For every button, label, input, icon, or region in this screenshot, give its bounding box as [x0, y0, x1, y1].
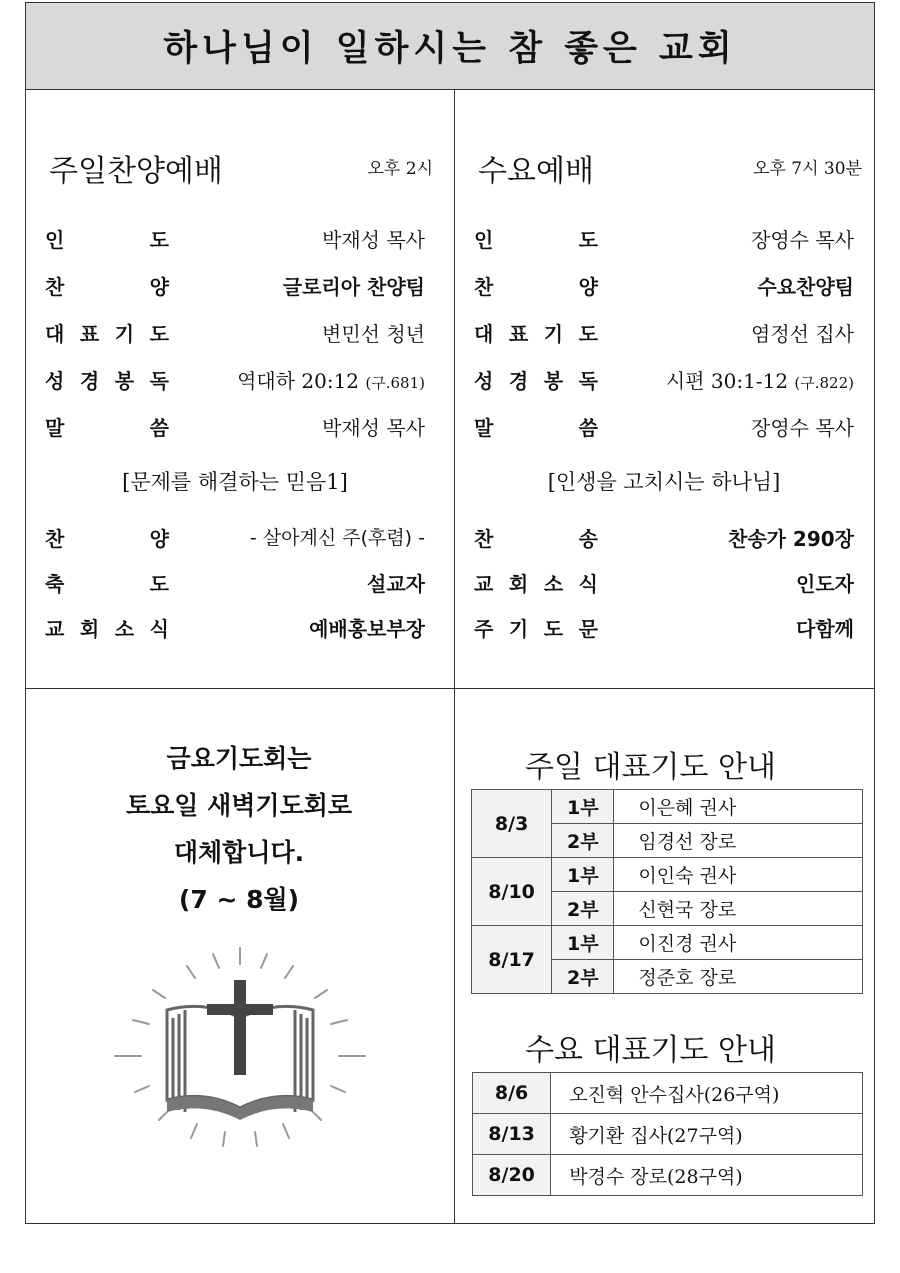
order-label — [474, 568, 598, 597]
order-value — [250, 523, 425, 550]
order-label-char: 기 — [508, 617, 529, 641]
order-label — [474, 523, 598, 552]
order-value-text: 장영수 목사 — [751, 416, 854, 440]
prayer-leader: 이인숙 권사 — [614, 858, 863, 892]
order-label-char: 봉 — [114, 369, 135, 393]
sunday-order-row — [45, 318, 425, 352]
sunday-order-row — [45, 523, 425, 557]
order-value-text: - 살아계신 주(후렴) - — [249, 527, 425, 549]
service-part: 1부 — [552, 858, 614, 892]
order-label-char: 대 — [474, 322, 494, 346]
bible-cross-icon — [95, 940, 385, 1150]
sunday-service-time: 오후 2시 — [367, 159, 433, 179]
order-label-char: 식 — [149, 617, 169, 641]
order-label-char: 회 — [508, 572, 529, 596]
order-value-text: 역대하 20:12 — [237, 369, 360, 393]
table-row — [473, 1114, 863, 1155]
table-row — [472, 926, 863, 960]
prayer-date: 8/10 — [472, 858, 552, 926]
order-value-text: 박재성 목사 — [322, 228, 425, 252]
prayer-leader: 신현국 장로 — [614, 892, 863, 926]
order-label-char: 대 — [45, 322, 65, 346]
order-label-char: 회 — [79, 617, 100, 641]
order-value-text: 설교자 — [367, 572, 425, 596]
service-part: 2부 — [552, 892, 614, 926]
prayer-leader: 임경선 장로 — [614, 824, 863, 858]
prayer-leader: 정준호 장로 — [614, 960, 863, 994]
order-label-char: 표 — [508, 322, 529, 346]
sunday-order-row — [45, 271, 425, 305]
wednesday-order-row — [474, 271, 854, 305]
order-label — [474, 224, 598, 253]
prayer-date: 8/20 — [473, 1155, 551, 1196]
order-label-char: 독 — [578, 369, 598, 393]
service-part: 2부 — [552, 960, 614, 994]
service-part: 1부 — [552, 926, 614, 960]
order-value — [728, 523, 854, 552]
order-value — [322, 224, 425, 253]
order-value — [322, 318, 425, 347]
order-label-char: 도 — [149, 322, 169, 346]
wednesday-service-header — [474, 146, 862, 189]
order-label-char: 말 — [45, 416, 65, 440]
wednesday-order-row — [474, 318, 854, 352]
order-label-char: 성 — [474, 369, 494, 393]
friday-prayer-notice — [25, 735, 453, 923]
order-label-char: 경 — [79, 369, 100, 393]
prayer-date: 8/6 — [473, 1073, 551, 1114]
scripture-reference: (구.681) — [365, 374, 425, 392]
order-value-text: 변민선 청년 — [322, 322, 425, 346]
sunday-service-title: 주일찬양예배 — [49, 154, 223, 189]
notice-line: (7 ~ 8월) — [178, 885, 300, 914]
table-row — [473, 1073, 863, 1114]
order-value — [796, 568, 854, 597]
table-row — [473, 1155, 863, 1196]
order-label-char: 도 — [578, 228, 598, 252]
order-label — [45, 412, 169, 441]
page-title: 하나님이 일하시는 참 좋은 교회 — [26, 3, 874, 90]
order-value — [367, 568, 425, 597]
order-value-text: 글로리아 찬양팀 — [282, 275, 425, 299]
wednesday-prayer-title: 수요 대표기도 안내 — [525, 1033, 776, 1068]
order-label-char: 도 — [149, 572, 169, 596]
order-label — [45, 613, 169, 642]
order-label-char: 찬 — [474, 527, 494, 551]
order-label-char: 송 — [578, 527, 598, 551]
order-label-char: 양 — [149, 275, 169, 299]
sunday-order-row — [45, 412, 425, 446]
order-label — [474, 613, 598, 642]
order-label-char: 양 — [578, 275, 598, 299]
wednesday-order-row — [474, 224, 854, 258]
wednesday-service-title: 수요예배 — [478, 154, 594, 189]
order-value-text: 시편 30:1-12 — [665, 369, 789, 393]
order-value-text: 수요찬양팀 — [757, 275, 854, 299]
table-row — [472, 790, 863, 824]
order-label-char: 말 — [474, 416, 494, 440]
table-row — [472, 858, 863, 892]
order-value — [796, 613, 854, 642]
order-value — [237, 365, 425, 394]
wednesday-order-row — [474, 412, 854, 446]
wednesday-order-row — [474, 568, 854, 602]
order-value-text: 장영수 목사 — [751, 228, 854, 252]
order-label-char: 독 — [149, 369, 169, 393]
wednesday-order-row — [474, 365, 854, 399]
order-label — [474, 412, 598, 441]
wednesday-service-time: 오후 7시 30분 — [753, 159, 862, 179]
prayer-date: 8/13 — [473, 1114, 551, 1155]
order-label-char: 교 — [474, 572, 494, 596]
order-value-text: 예배홍보부장 — [309, 617, 425, 641]
order-label-char: 도 — [578, 322, 598, 346]
order-label-char: 교 — [45, 617, 65, 641]
order-label-char: 도 — [149, 228, 169, 252]
service-part: 2부 — [552, 824, 614, 858]
order-value-text: 염정선 집사 — [751, 322, 854, 346]
order-label-char: 봉 — [543, 369, 564, 393]
order-label-char: 문 — [578, 617, 598, 641]
wednesday-order-row — [474, 523, 854, 557]
order-label — [45, 271, 169, 300]
order-label-char: 소 — [114, 617, 135, 641]
sunday-order-row — [45, 224, 425, 258]
order-label-char: 소 — [543, 572, 564, 596]
sunday-order-row — [45, 365, 425, 399]
order-value-text: 인도자 — [796, 572, 854, 596]
order-label-char: 도 — [543, 617, 564, 641]
order-label-char: 기 — [114, 322, 135, 346]
order-label-char: 찬 — [474, 275, 494, 299]
sunday-prayer-title: 주일 대표기도 안내 — [525, 750, 776, 785]
order-value — [751, 318, 854, 347]
wednesday-sermon-title: [인생을 고치시는 하나님] — [547, 470, 781, 494]
order-value — [283, 271, 425, 300]
order-value — [757, 271, 854, 300]
order-label-char: 표 — [79, 322, 100, 346]
order-label — [45, 523, 169, 552]
prayer-leader: 박경수 장로(28구역) — [551, 1155, 863, 1196]
order-label — [45, 365, 169, 394]
section-divider — [26, 688, 874, 689]
order-label-char: 기 — [543, 322, 564, 346]
order-label — [45, 568, 169, 597]
order-value — [309, 613, 425, 642]
prayer-date: 8/17 — [472, 926, 552, 994]
notice-line: 금요기도회는 — [166, 744, 312, 773]
order-label-char: 인 — [45, 228, 65, 252]
wednesday-prayer-table — [472, 1072, 863, 1196]
prayer-date: 8/3 — [472, 790, 552, 858]
order-value — [322, 412, 425, 441]
sunday-service-header — [45, 146, 433, 189]
order-label-char: 경 — [508, 369, 529, 393]
order-label — [45, 318, 169, 347]
order-label — [474, 271, 598, 300]
prayer-leader: 이진경 권사 — [614, 926, 863, 960]
service-part: 1부 — [552, 790, 614, 824]
sunday-order-row — [45, 568, 425, 602]
notice-line: 토요일 새벽기도회로 — [125, 791, 353, 820]
order-value-text: 찬송가 290장 — [728, 527, 854, 551]
sunday-prayer-table — [471, 789, 863, 994]
order-label — [474, 365, 598, 394]
order-label-char: 씀 — [149, 416, 169, 440]
order-label-char: 찬 — [45, 527, 65, 551]
order-label — [45, 224, 169, 253]
order-label-char: 주 — [474, 617, 494, 641]
order-label — [474, 318, 598, 347]
order-label-char: 씀 — [578, 416, 598, 440]
order-label-char: 식 — [578, 572, 598, 596]
order-value — [751, 412, 854, 441]
prayer-leader: 이은혜 권사 — [614, 790, 863, 824]
order-value-text: 다함께 — [796, 617, 854, 641]
sunday-sermon-title: [문제를 해결하는 믿음1] — [122, 470, 348, 494]
order-value — [666, 365, 854, 394]
sunday-order-row — [45, 613, 425, 647]
order-value-text: 박재성 목사 — [322, 416, 425, 440]
order-label-char: 양 — [149, 527, 169, 551]
wednesday-order-row — [474, 613, 854, 647]
order-label-char: 찬 — [45, 275, 65, 299]
scripture-reference: (구.822) — [794, 374, 854, 392]
order-value — [751, 224, 854, 253]
order-label-char: 인 — [474, 228, 494, 252]
prayer-leader: 오진혁 안수집사(26구역) — [551, 1073, 863, 1114]
order-label-char: 축 — [45, 572, 65, 596]
order-label-char: 성 — [45, 369, 65, 393]
notice-line: 대체합니다. — [173, 838, 305, 867]
prayer-leader: 황기환 집사(27구역) — [551, 1114, 863, 1155]
